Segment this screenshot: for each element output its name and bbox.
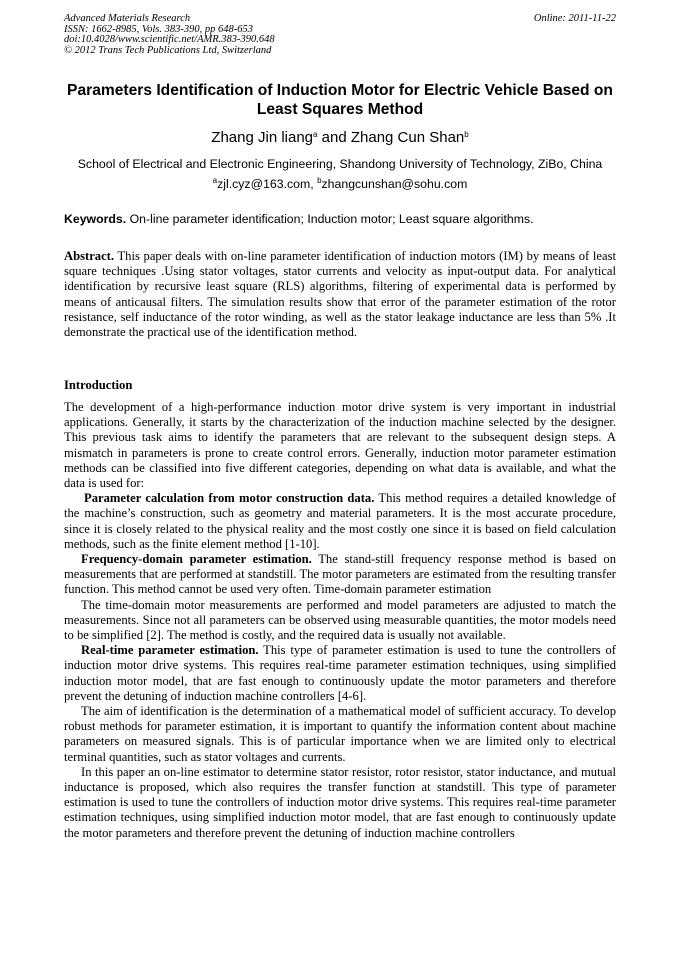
email-a-mark: a xyxy=(212,176,218,185)
paper-title: Parameters Identification of Induction Motor for Electric Vehicle Based on Least Squares Method xyxy=(67,82,613,118)
author-2: Zhang Cun Shan xyxy=(350,129,465,146)
intro-p3-label: Frequency-domain parameter estimation. xyxy=(81,552,312,567)
issn-line: ISSN: 1662-8985, Vols. 383-390, pp 648-653 xyxy=(64,23,253,35)
intro-p3-text: The stand-still frequency response method is based on measurements that are performed at standstill. The motor parameters are estimated from the resulting transfer function. This method cannot be used very often. Time-domain parameter estimation xyxy=(64,552,616,597)
online-date: Online: 2011-11-22 xyxy=(533,13,616,24)
intro-p5-label: Real-time parameter estimation. xyxy=(81,643,259,658)
intro-p2-text: This method requires a detailed knowledge of the machine’s construction, such as geometry and material parameters. It is the most accurate procedure, since it is closely related to the physical reality and the most costly one since it is based on field calculation methods, such as the finite element method [1-10]. xyxy=(64,491,616,551)
author-1-mark: a xyxy=(313,130,318,139)
email-b: zhangcunshan@sohu.com xyxy=(321,177,468,191)
keywords-label: Keywords. xyxy=(64,212,127,226)
introduction-body xyxy=(64,400,616,841)
author-1: Zhang Jin liang xyxy=(211,129,314,146)
email-line xyxy=(64,175,616,193)
journal-header xyxy=(64,14,616,56)
abstract-label: Abstract. xyxy=(64,249,115,263)
author-line xyxy=(64,129,616,147)
email-a: zjl.cyz@163.com, xyxy=(217,177,318,191)
author-conjunction: and xyxy=(317,129,351,146)
intro-paragraph-4: The time-domain motor measurements are performed and model parameters are adjusted to match the measurements. Since not all parameters can be observed using measurable quantities, the motor models need to be simplified [2]. The method is costly, and the required data is usually not available. xyxy=(64,597,616,643)
intro-p5-text: This type of parameter estimation is used to tune the controllers of induction motor drive systems. This requires real-time parameter estimation techniques, using simplified induction motor model, that are fast enough to continuously update the motor parameters and therefore prevent the detuning of induction machine controllers [4-6]. xyxy=(64,643,616,703)
keywords-text: On-line parameter identification; Induction motor; Least square algorithms. xyxy=(126,212,534,226)
email-b-mark: b xyxy=(317,176,322,185)
author-2-mark: b xyxy=(464,130,469,139)
introduction-heading: Introduction xyxy=(64,378,133,392)
intro-paragraph-2 xyxy=(64,491,616,552)
journal-name: Advanced Materials Research xyxy=(64,13,191,24)
keywords xyxy=(64,211,616,227)
affiliation: School of Electrical and Electronic Engineering, Shandong University of Technology, ZiBo, China xyxy=(77,157,603,171)
intro-paragraph-1: The development of a high-performance induction motor drive system is very important in industrial applications. Generally, it starts by the characterization of the induction machine selected by the designer. This previous task aims to identify the parameters that are relevant to the subsequent design steps. A mismatch in parameters is prone to create control errors. Generally, induction motor parameter estimation methods can be classified into five different categories, depending on what data is available, and what the data is used for: xyxy=(64,400,616,491)
intro-paragraph-3 xyxy=(64,552,616,598)
abstract xyxy=(64,249,616,340)
intro-paragraph-7: In this paper an on-line estimator to determine stator resistor, rotor resistor, stator inductance, and mutual inductance is proposed, which also requires the transfer function at standstill. This type of parameter estimation is used to tune the controllers of induction motor drive systems. This requires real-time parameter estimation techniques, using simplified induction motor model, that are fast enough to continuously update the motor parameters and therefore prevent the detuning of induction machine controllers xyxy=(64,764,616,840)
intro-paragraph-5 xyxy=(64,643,616,704)
doi-line: doi:10.4028/www.scientific.net/AMR.383-390.648 xyxy=(64,34,275,45)
intro-p2-label: Parameter calculation from motor construction data. xyxy=(84,491,375,506)
abstract-text: This paper deals with on-line parameter identification of induction motors (IM) by means of least square techniques .Using stator voltages, stator currents and velocity as input-output data. For analytical identification by recursive least square (RLS) algorithms, filtering of experimental data is performed by means of anticausal filters. The simulation results show that error of the parameter estimation of the rotor resistance, self inductance of the rotor winding, as well as the stator leakage inductance are less than 5% .It demonstrate the practical use of the identification method. xyxy=(64,249,616,340)
intro-paragraph-6: The aim of identification is the determination of a mathematical model of sufficient accuracy. To develop robust methods for parameter estimation, it is important to quantify the information content about machine parameters on measured signals. This is of particular importance when we are limited only to electrical terminal quantities, such as stator voltages and currents. xyxy=(64,704,616,764)
copyright-line: © 2012 Trans Tech Publications Ltd, Switzerland xyxy=(64,44,272,56)
